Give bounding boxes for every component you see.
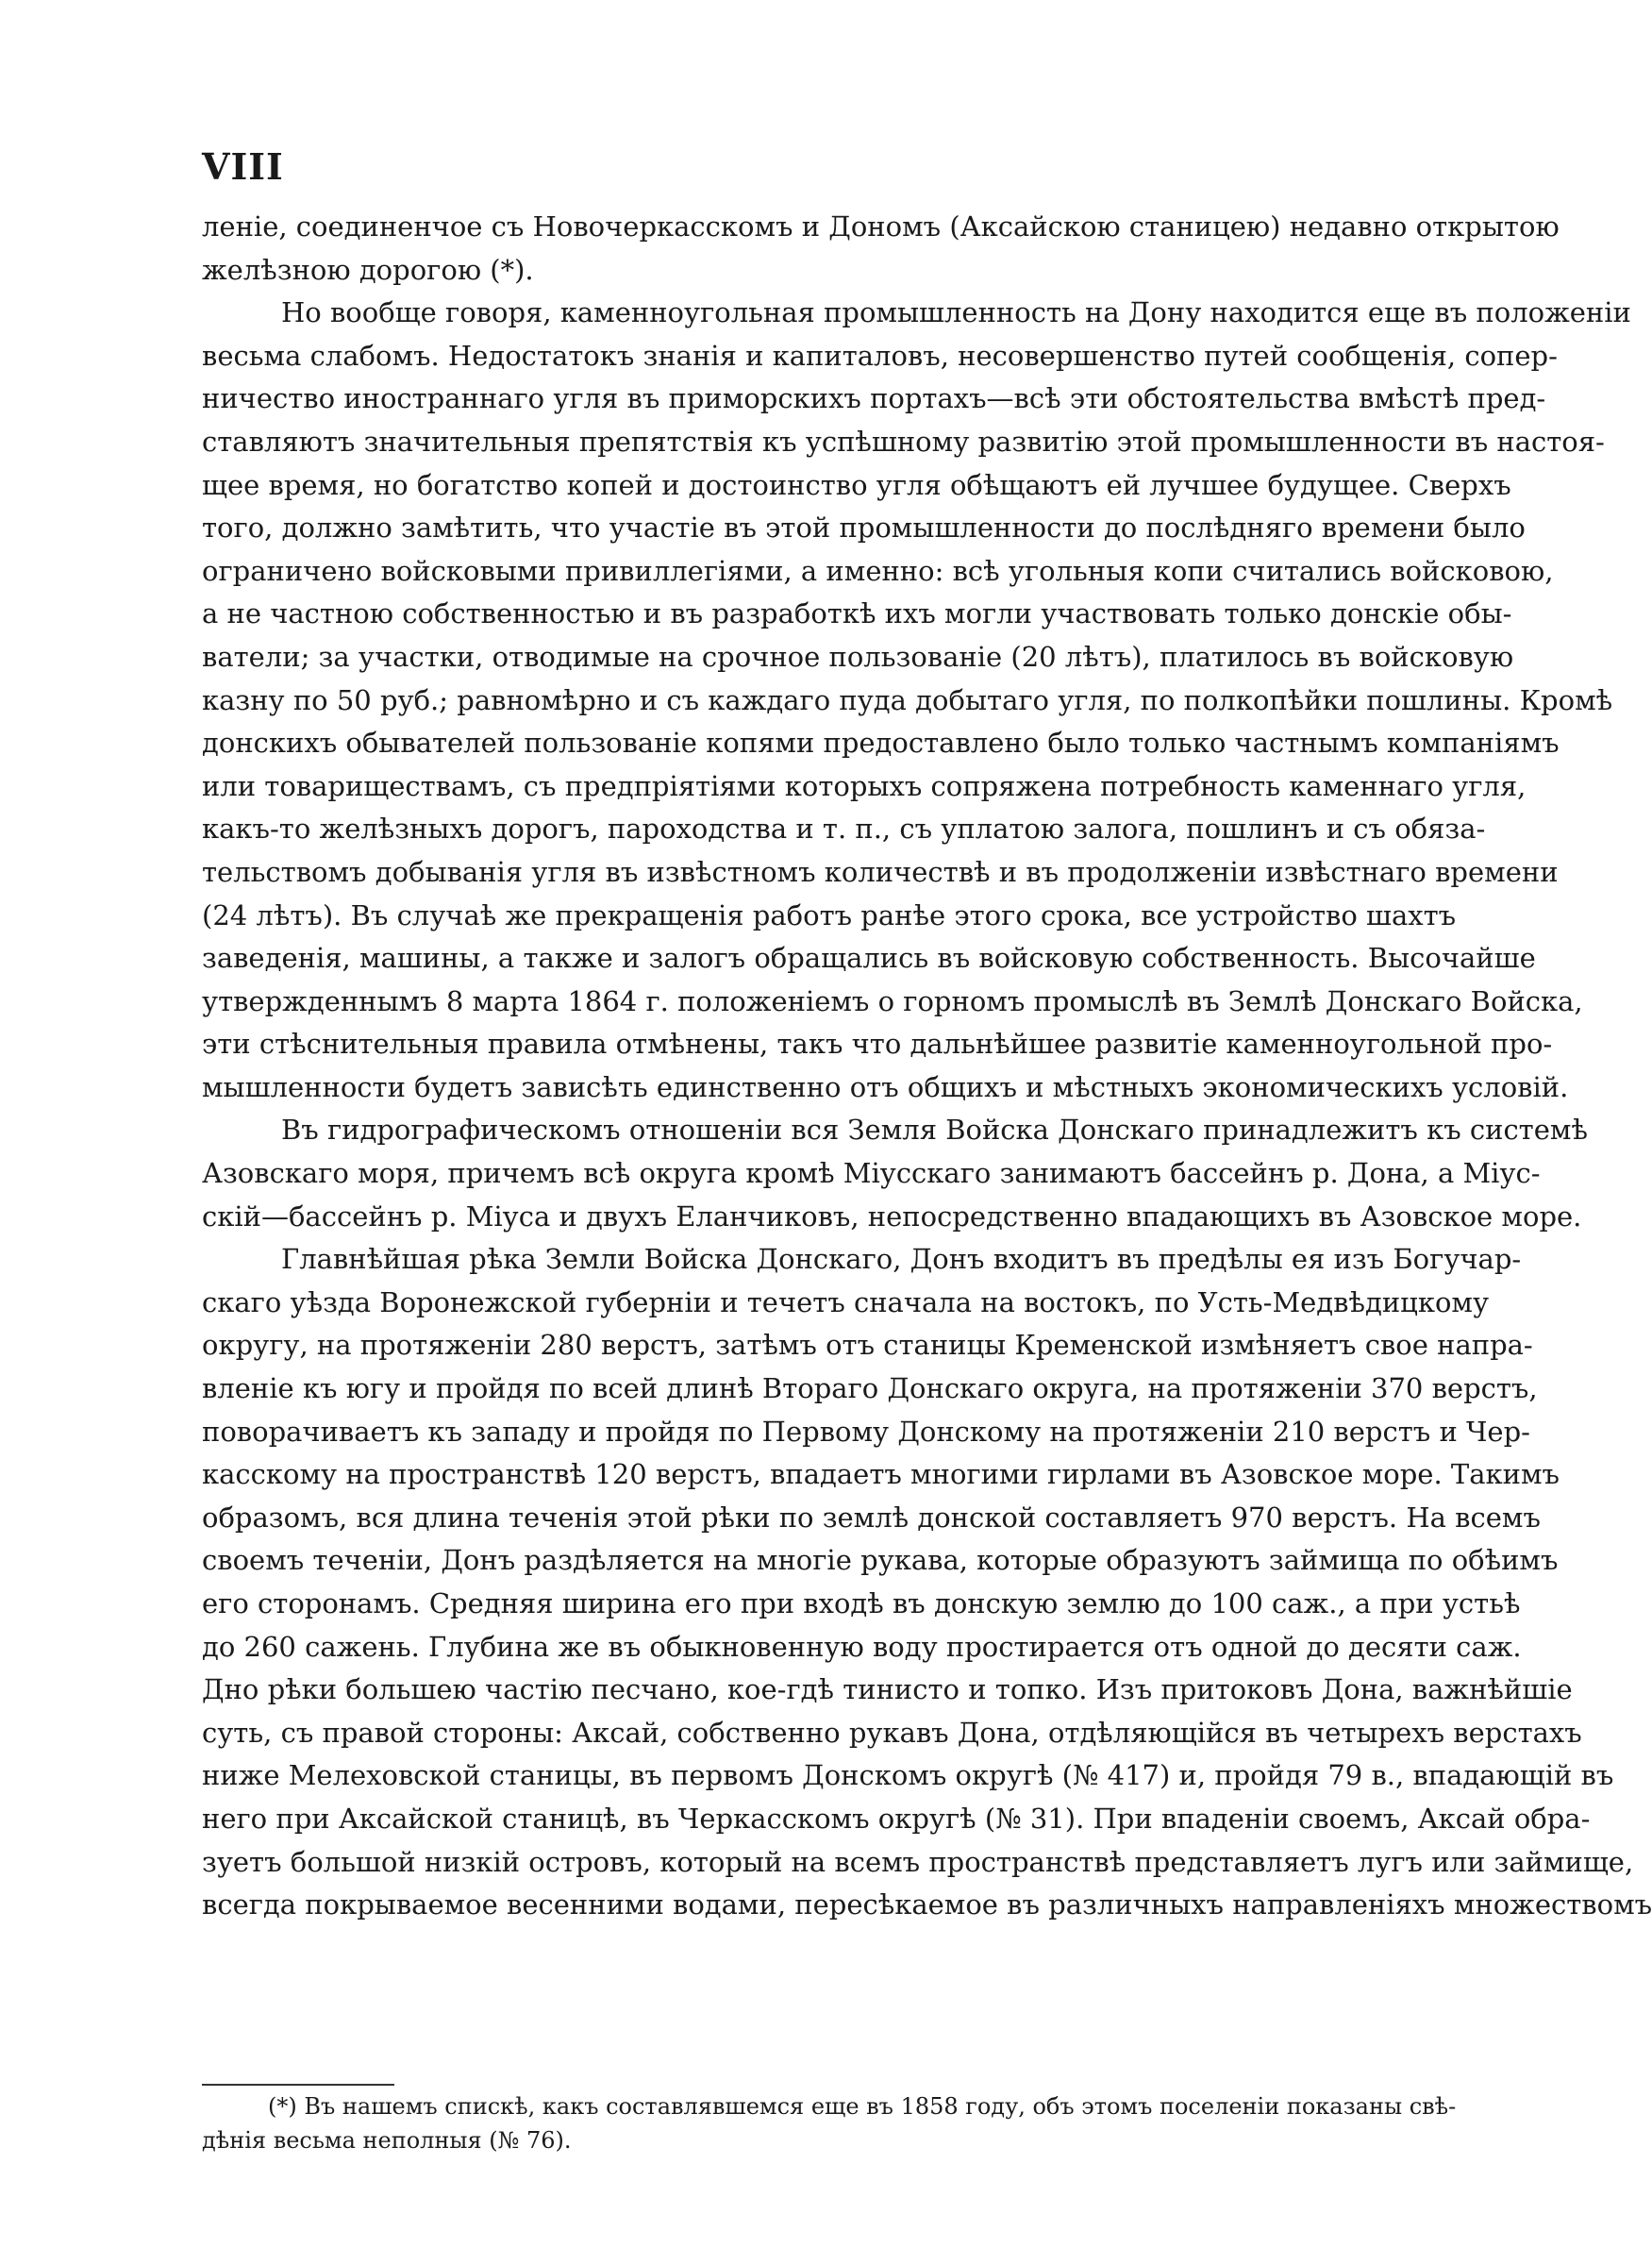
text-line: суть, съ правой стороны: Аксай, собственно рукавъ Дона, отдѣляющійся въ четырехъ верстахъ (202, 1716, 1582, 1749)
text-line: округу, на протяженіи 280 верстъ, затѣмъ отъ станицы Кременской измѣняетъ свое напра- (202, 1329, 1533, 1362)
text-line: Но вообще говоря, каменноугольная промышленность на Дону находится еще въ положеніи (281, 296, 1631, 329)
text-line: него при Аксайской станицѣ, въ Черкасскомъ округѣ (№ 31). При впаденіи своемъ, Аксай обра- (202, 1802, 1591, 1835)
text-line: того, должно замѣтить, что участіе въ этой промышленности до послѣдняго времени было (202, 512, 1526, 545)
text-line: донскихъ обывателей пользованіе копями предоставлено было только частнымъ компаніямъ (202, 727, 1560, 760)
text-line: Дно рѣки большею частію песчано, кое-гдѣ тинисто и топко. Изъ притоковъ Дона, важнѣйшіе (202, 1673, 1573, 1706)
footnote-line: (*) Въ нашемъ спискѣ, какъ составлявшемся еще въ 1858 году, объ этомъ поселеніи показаны свѣ- (268, 2093, 1457, 2120)
text-line: ограничено войсковыми привиллегіями, а именно: всѣ угольныя копи считались войсковою, (202, 554, 1554, 587)
text-line: или товариществамъ, съ предпріятіями которыхъ сопряжена потребность каменнаго угля, (202, 769, 1527, 802)
text-line: его сторонамъ. Средняя ширина его при входѣ въ донскую землю до 100 саж., а при устьѣ (202, 1587, 1521, 1619)
footnote-line: дѣнія весьма неполныя (№ 76). (202, 2127, 572, 2154)
text-line: (24 лѣтъ). Въ случаѣ же прекращенія работъ ранѣе этого срока, все устройство шахтъ (202, 898, 1457, 931)
text-line: ничество иностраннаго угля въ приморскихъ портахъ—всѣ эти обстоятельства вмѣстѣ пред- (202, 382, 1546, 415)
page-number: VIII (202, 145, 284, 188)
text-line: скій—бассейнъ р. Міуса и двухъ Еланчиковъ, непосредственно впадающихъ въ Азовское море. (202, 1199, 1582, 1233)
text-line: казну по 50 руб.; равномѣрно и съ каждаго пуда добытаго угля, по полкопѣйки пошлины. Кромѣ (202, 683, 1613, 716)
text-line: поворачиваетъ къ западу и пройдя по Первому Донскому на протяженіи 210 верстъ и Чер- (202, 1415, 1530, 1448)
text-line: какъ-то желѣзныхъ дорогъ, пароходства и т. п., съ уплатою залога, пошлинъ и съ обяза- (202, 813, 1486, 846)
text-line: Главнѣйшая рѣка Земли Войска Донскаго, Донъ входитъ въ предѣлы ея изъ Богучар- (281, 1243, 1522, 1276)
text-line: щее время, но богатство копей и достоинство угля обѣщаютъ ей лучшее будущее. Сверхъ (202, 468, 1511, 501)
text-line: образомъ, вся длина теченія этой рѣки по землѣ донской составляетъ 970 верстъ. На всемъ (202, 1501, 1541, 1534)
text-line: касскому на пространствѣ 120 верстъ, впадаетъ многими гирлами въ Азовское море. Такимъ (202, 1458, 1560, 1491)
text-line: Азовскаго моря, причемъ всѣ округа кромѣ Міусскаго занимаютъ бассейнъ р. Дона, а Міус- (202, 1157, 1541, 1190)
text-line: весьма слабомъ. Недостатокъ знанія и капиталовъ, несовершенство путей сообщенія, сопер- (202, 339, 1558, 372)
text-line: мышленности будетъ зависѣть единственно отъ общихъ и мѣстныхъ экономическихъ условій. (202, 1070, 1569, 1103)
text-line: ватели; за участки, отводимые на срочное пользованіе (20 лѣтъ), платилось въ войсковую (202, 640, 1514, 673)
text-line: эти стѣснительныя правила отмѣнены, такъ что дальнѣйшее развитіе каменноугольной про- (202, 1028, 1553, 1061)
text-line: своемъ теченіи, Донъ раздѣляется на многіе рукава, которые образуютъ займища по обѣимъ (202, 1544, 1559, 1577)
text-line: до 260 сажень. Глубина же въ обыкновенную воду простирается отъ одной до десяти саж. (202, 1630, 1522, 1663)
text-line: заведенія, машины, а также и залогъ обращались въ войсковую собственность. Высочайше (202, 942, 1536, 975)
text-line: леніе, соединенчое съ Новочеркасскомъ и Дономъ (Аксайскою станицею) недавно открытою (202, 210, 1560, 243)
text-line: Въ гидрографическомъ отношеніи вся Земля Войска Донскаго принадлежитъ къ системѣ (281, 1114, 1588, 1147)
footnote-divider (202, 2084, 394, 2086)
text-line: желѣзною дорогою (*). (202, 253, 534, 286)
text-line: ставляютъ значительныя препятствія къ успѣшному развитію этой промышленности въ настоя- (202, 425, 1605, 458)
footnote (202, 2089, 1457, 2157)
text-line: тельствомъ добыванія угля въ извѣстномъ количествѣ и въ продолженіи извѣстнаго времени (202, 855, 1559, 888)
text-line: а не частною собственностью и въ разработкѣ ихъ могли участвовать только донскіе обы- (202, 597, 1512, 630)
text-line: скаго уѣзда Воронежской губерніи и течетъ сначала на востокъ, по Усть-Медвѣдицкому (202, 1285, 1490, 1318)
text-line: ниже Мелеховской станицы, въ первомъ Донскомъ округѣ (№ 417) и, пройдя 79 в., впадающій въ (202, 1759, 1614, 1792)
text-line: всегда покрываемое весенними водами, пересѣкаемое въ различныхъ направленіяхъ множествомъ (202, 1888, 1652, 1921)
text-line: зуетъ большой низкій островъ, который на всемъ пространствѣ представляетъ лугъ или займище, (202, 1845, 1634, 1878)
body-text (202, 206, 1652, 1927)
text-line: вленіе къ югу и пройдя по всей длинѣ Втораго Донскаго округа, на протяженіи 370 верстъ, (202, 1372, 1538, 1405)
text-line: утвержденнымъ 8 марта 1864 г. положеніемъ о горномъ промыслѣ въ Землѣ Донскаго Войска, (202, 984, 1583, 1017)
